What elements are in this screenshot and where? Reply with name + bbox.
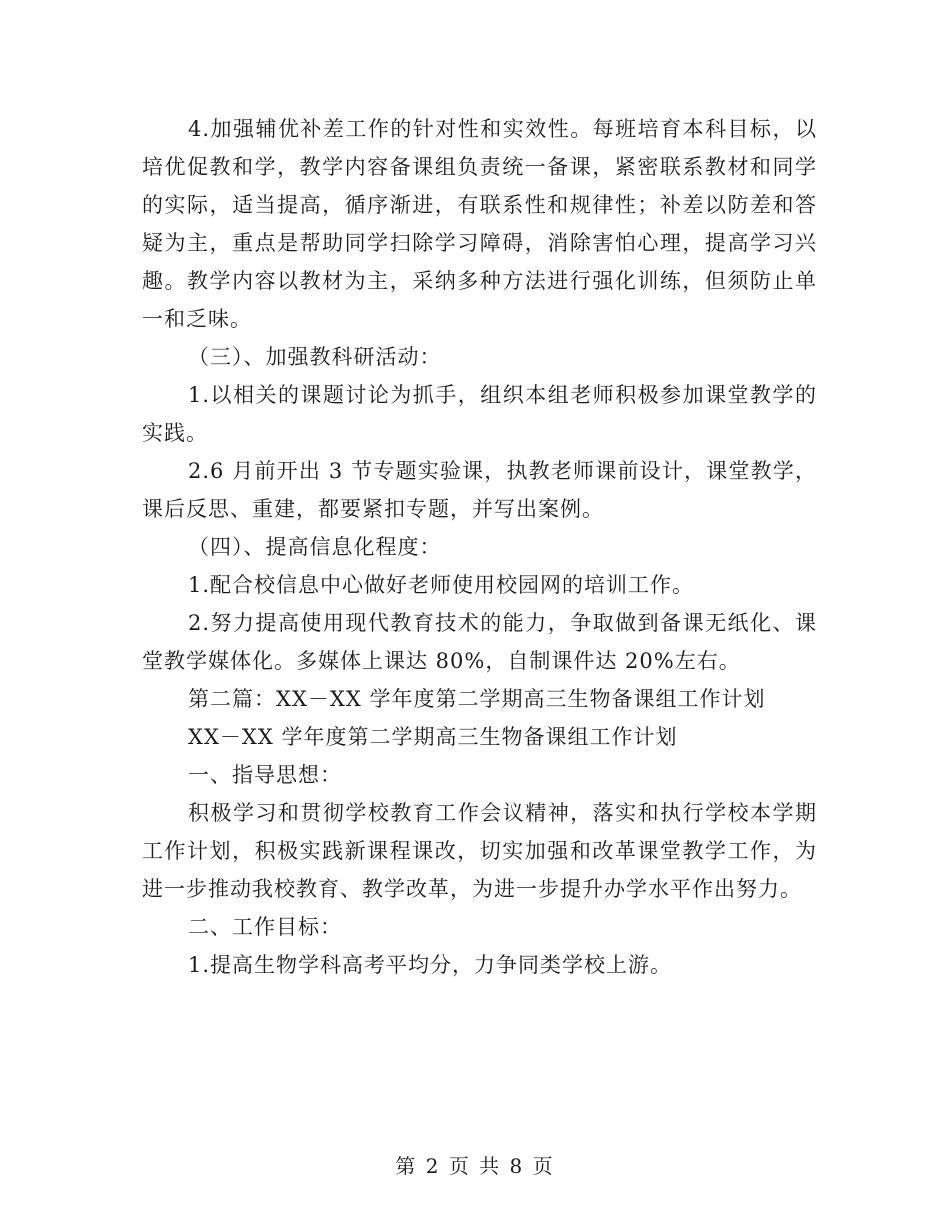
plan-title: XX－XX 学年度第二学期高三生物备课组工作计划 xyxy=(188,725,678,749)
section-heading-research: （三）、加强教科研活动： xyxy=(188,345,442,369)
paragraph-guiding-idea: 积极学习和贯彻学校教育工作会议精神，落实和执行学校本学期工作计划，积极实践新课程课改，切实加强和改革课堂教学工作，为进一步推动我校教育、教学改革，为进一步提升办学水平作出努力。 xyxy=(142,801,817,901)
paragraph-info-item-2: 2.努力提高使用现代教育技术的能力，争取做到备课无纸化、课堂教学媒体化。多媒体上课达 80%，自制课件达 20%左右。 xyxy=(142,611,817,673)
document-body xyxy=(142,110,817,984)
section-heading-work-goals: 二、工作目标： xyxy=(188,915,342,939)
paragraph-tutoring-improvement: 4.加强辅优补差工作的针对性和实效性。每班培育本科目标，以培优促教和学，教学内容备课组负责统一备课，紧密联系教材和同学的实际，适当提高，循序渐进，有联系性和规律性；补差以防差和答疑为主，重点是帮助同学扫除学习障碍，消除害怕心理，提高学习兴趣。教学内容以教材为主，采纳多种方法进行强化训练，但须防止单一和乏味。 xyxy=(142,117,817,331)
paragraph-research-item-1: 1.以相关的课题讨论为抓手，组织本组老师积极参加课堂教学的实践。 xyxy=(142,383,817,445)
paragraph-research-item-2: 2.6 月前开出 3 节专题实验课，执教老师课前设计，课堂教学，课后反思、重建，都要紧扣专题，并写出案例。 xyxy=(142,459,817,521)
paragraph-info-item-1: 1.配合校信息中心做好老师使用校园网的培训工作。 xyxy=(188,573,695,597)
chapter-two-heading: 第二篇：XX－XX 学年度第二学期高三生物备课组工作计划 xyxy=(188,687,766,711)
page-number-footer: 第 2 页 共 8 页 xyxy=(395,1154,555,1178)
section-heading-informatization: （四）、提高信息化程度： xyxy=(188,535,442,559)
paragraph-goal-item-1: 1.提高生物学科高考平均分，力争同类学校上游。 xyxy=(188,953,673,977)
section-heading-guiding-idea: 一、指导思想： xyxy=(188,763,342,787)
